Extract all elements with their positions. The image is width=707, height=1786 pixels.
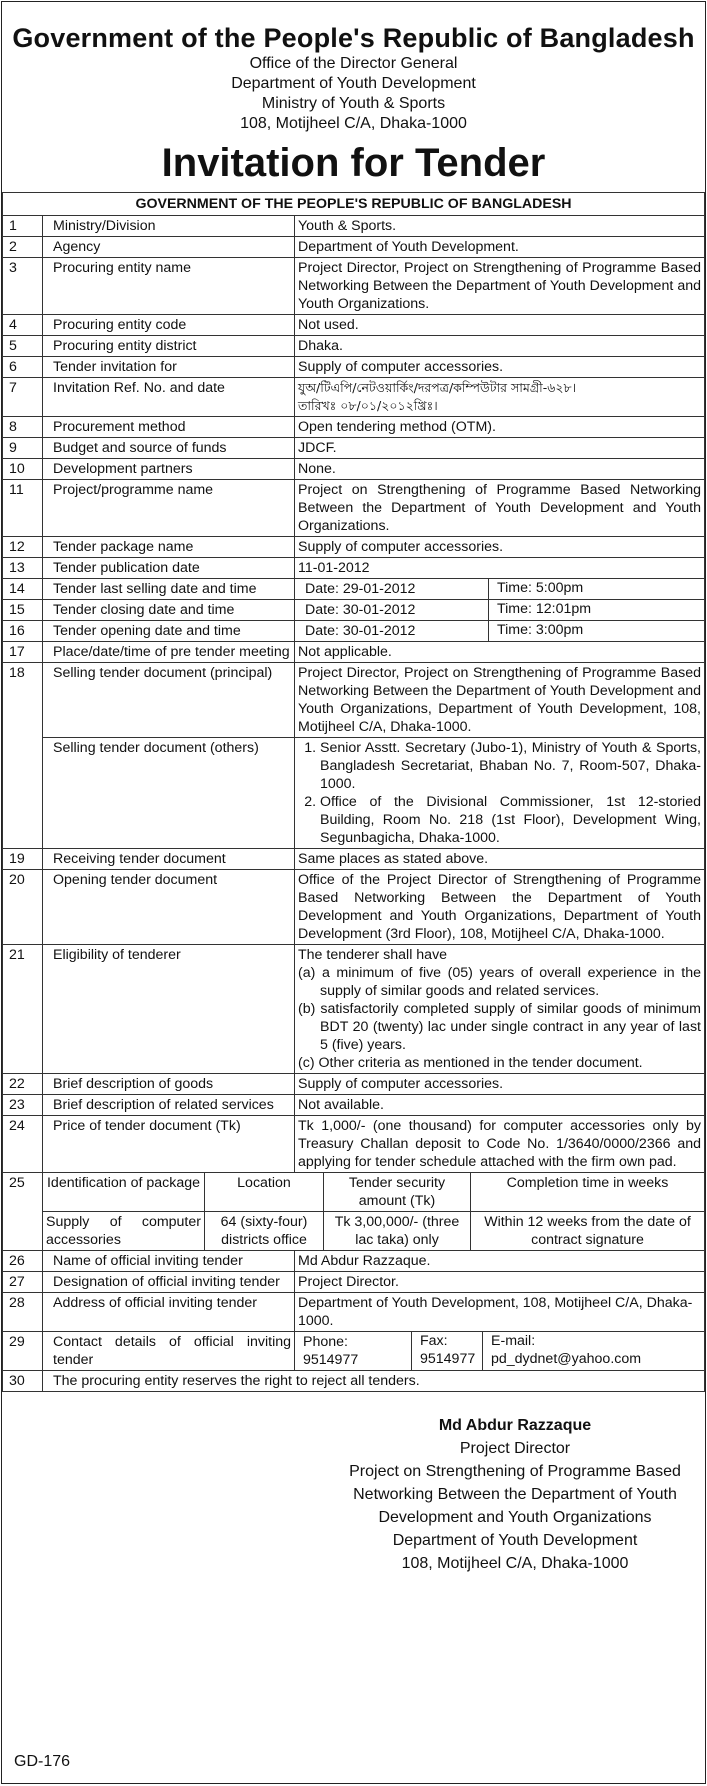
row-value: The procuring entity reserves the right to reject all tenders. [43,1371,705,1392]
table-row [3,1332,705,1371]
table-row [3,237,705,258]
row-value: Department of Youth Development, 108, Motijheel C/A, Dhaka-1000. [295,1293,705,1332]
row-label: Agency [43,237,295,258]
time-cell: Time: 5:00pm [489,579,705,599]
phone-cell [295,1332,412,1370]
list-item: 1. Senior Asstt. Secretary (Jubo-1), Ministry of Youth & Sports, Bangladesh Secretariat, Bhaban No. 7, Room-507, Dhaka-1000. [320,739,701,793]
row-label: Tender invitation for [43,357,295,378]
table-row [3,558,705,579]
row-value: Not used. [295,315,705,336]
row-value: Not available. [295,1095,705,1116]
email-label: E-mail: [491,1333,536,1349]
row-number: 14 [3,579,43,600]
package-value: Within 12 weeks from the date of contract signature [484,1214,691,1248]
package-value: Supply of computer accessories [43,1212,205,1251]
row-label: Eligibility of tenderer [43,945,295,1074]
list-item: (a) a minimum of five (05) years of overall experience in the supply of similar goods and related services. [298,965,701,999]
row-number: 16 [3,621,43,642]
date-cell: Date: 30-01-2012 [305,602,416,618]
row-number: 5 [3,336,43,357]
row-value [295,579,705,600]
row-value: Tk 1,000/- (one thousand) for computer accessories only by Treasury Challan deposit to Code No. 1/3640/0000/2366 and applying for tender schedule attached with the firm own pad. [295,1116,705,1173]
table-row [3,1095,705,1116]
table-row [3,537,705,558]
table-row [3,1251,705,1272]
row-label: Procurement method [43,417,295,438]
row-value: Project Director, Project on Strengthening of Programme Based Networking Between the Department of Youth Development and Youth Organizations, Department of Youth Development, 108, Motijheel C/A, Dhaka-1000. [295,663,705,738]
table-row [3,438,705,459]
table-row [3,600,705,621]
government-heading: Government of the People's Republic of Bangladesh [12,23,695,53]
row-number: 13 [3,558,43,579]
tender-table [2,192,705,1392]
row-label: Tender opening date and time [43,621,295,642]
row-label: Invitation Ref. No. and date [43,378,295,417]
email-cell [483,1332,705,1370]
row-label: Opening tender document [43,870,295,945]
time-cell: Time: 3:00pm [489,621,705,641]
signature-block [325,1414,705,1575]
row-label: Procuring entity district [43,336,295,357]
date-cell: Date: 29-01-2012 [305,581,416,597]
table-caption: GOVERNMENT OF THE PEOPLE'S REPUBLIC OF BANGLADESH [3,193,705,216]
table-row [3,1116,705,1173]
email-value: pd_dydnet@yahoo.com [491,1351,642,1367]
table-row [3,417,705,438]
package-row [3,1173,705,1251]
table-row [3,870,705,945]
row-number: 20 [3,870,43,945]
row-number: 2 [3,237,43,258]
row-number: 8 [3,417,43,438]
signature-line: Development and Youth Organizations [378,1509,652,1526]
table-row [3,738,705,849]
row-value: Project on Strengthening of Programme Based Networking Between the Department of Youth Development and Youth Organizations. [295,480,705,537]
table-row [3,642,705,663]
table-row [3,357,705,378]
table-row [3,621,705,642]
package-value: Tk 3,00,000/- (three lac taka) only [324,1212,471,1251]
row-value: Supply of computer accessories. [295,357,705,378]
table-row [3,849,705,870]
row-value: None. [295,459,705,480]
row-label: Place/date/time of pre tender meeting [43,642,295,663]
eligibility-intro: The tenderer shall have [298,947,448,963]
row-number: 26 [3,1251,43,1272]
row-number: 9 [3,438,43,459]
row-label: Budget and source of funds [43,438,295,459]
row-value: Department of Youth Development. [295,237,705,258]
date-cell: Date: 30-01-2012 [305,623,416,639]
row-number: 25 [3,1173,43,1251]
row-number: 29 [3,1332,43,1371]
row-number: 30 [3,1371,43,1392]
row-value [295,378,705,417]
table-row [3,1293,705,1332]
row-value [295,600,705,621]
department-line: Department of Youth Development [231,75,476,92]
row-number: 1 [3,216,43,237]
row-label: Selling tender document (others) [43,738,295,849]
package-header: Location [205,1173,324,1212]
package-table [43,1173,704,1250]
tender-notice [1,1,706,1784]
package-header: Tender security amount (Tk) [324,1173,471,1212]
ministry-line: Ministry of Youth & Sports [261,95,446,112]
row-value: Supply of computer accessories. [295,1074,705,1095]
table-row [3,945,705,1074]
row-label: Procuring entity code [43,315,295,336]
row-value: Youth & Sports. [295,216,705,237]
row-number: 18 [3,663,43,849]
row-number: 10 [3,459,43,480]
table-row [3,216,705,237]
page-title: Invitation for Tender [161,141,546,185]
time-cell: Time: 12:01pm [489,600,705,620]
row-number: 24 [3,1116,43,1173]
row-number: 11 [3,480,43,537]
row-value [295,621,705,642]
row-label: Price of tender document (Tk) [43,1116,295,1173]
reference-number: যুঅ/টিএপি/নেটওয়ার্কিং/দরপত্র/কম্পিউটার সামগ্রী-৬২৮। [298,380,577,395]
row-number: 4 [3,315,43,336]
row-label: Tender publication date [43,558,295,579]
fax-value: 9514977 [420,1351,476,1367]
row-value [295,1332,705,1371]
signature-line: Project Director [459,1440,571,1457]
row-value: JDCF. [295,438,705,459]
row-label: Selling tender document (principal) [43,663,295,738]
table-row [3,663,705,738]
phone-value: 9514977 [303,1352,359,1368]
row-number: 27 [3,1272,43,1293]
row-number: 19 [3,849,43,870]
table-row [3,378,705,417]
row-label: Brief description of goods [43,1074,295,1095]
row-number: 17 [3,642,43,663]
row-label: Tender package name [43,537,295,558]
list-item: 2. Office of the Divisional Commissioner, 1st 12-storied Building, Room No. 218 (1st Floor), Development Wing, Segunbagicha, Dhaka-1000. [320,793,701,847]
row-value: Project Director. [295,1272,705,1293]
table-row [3,480,705,537]
row-label: Contact details of official inviting tender [43,1332,295,1371]
footer-code: GD-176 [14,1753,71,1770]
row-number: 12 [3,537,43,558]
row-label: Tender closing date and time [43,600,295,621]
row-value: Not applicable. [295,642,705,663]
package-cell [43,1173,705,1251]
row-number: 6 [3,357,43,378]
row-value: Office of the Project Director of Strengthening of Programme Based Networking Between the Department of Youth Development and Youth Organizations, Department of Youth Development (3rd Floor), 108, Motijheel C/A, Dhaka-1000. [295,870,705,945]
row-value [295,738,705,849]
office-line: Office of the Director General [249,55,458,72]
row-label: Address of official inviting tender [43,1293,295,1332]
address-line: 108, Motijheel C/A, Dhaka-1000 [240,115,467,132]
table-row [3,258,705,315]
row-number: 7 [3,378,43,417]
signature-line: Department of Youth Development [392,1532,638,1549]
package-header: Identification of package [43,1173,205,1212]
reference-date: তারিখঃ ০৮/০১/২০১২খ্রিঃ। [298,398,438,413]
table-row [3,459,705,480]
row-label: Receiving tender document [43,849,295,870]
row-value: Dhaka. [295,336,705,357]
phone-label: Phone: [303,1334,348,1350]
row-number: 28 [3,1293,43,1332]
row-label: Name of official inviting tender [43,1251,295,1272]
row-number: 21 [3,945,43,1074]
row-label: Brief description of related services [43,1095,295,1116]
row-value [295,945,705,1074]
notice-header [2,22,705,188]
signature-line: Networking Between the Department of Youth [353,1486,677,1503]
row-label: Development partners [43,459,295,480]
fax-cell [412,1332,483,1370]
row-value: Open tendering method (OTM). [295,417,705,438]
row-value: 11-01-2012 [295,558,705,579]
table-row [3,1074,705,1095]
row-number: 22 [3,1074,43,1095]
signatory-name: Md Abdur Razzaque [438,1417,592,1434]
row-label: Tender last selling date and time [43,579,295,600]
row-number: 3 [3,258,43,315]
row-label: Designation of official inviting tender [43,1272,295,1293]
table-row [3,1371,705,1392]
row-label: Project/programme name [43,480,295,537]
table-row [3,1272,705,1293]
row-label: Ministry/Division [43,216,295,237]
row-value: Md Abdur Razzaque. [295,1251,705,1272]
signature-line: Project on Strengthening of Programme Based [349,1463,681,1480]
list-item: (b) satisfactorily completed supply of similar goods of minimum BDT 20 (twenty) lac under single contract in any year of last 5 (five) years. [298,1001,701,1053]
package-value: 64 (sixty-four) districts office [205,1212,324,1251]
row-value: Project Director, Project on Strengthening of Programme Based Networking Between the Department of Youth Development and Youth Organizations. [295,258,705,315]
list-item: (c) Other criteria as mentioned in the tender document. [298,1055,643,1071]
row-number: 23 [3,1095,43,1116]
table-row [3,336,705,357]
fax-label: Fax: [420,1333,448,1349]
row-value: Supply of computer accessories. [295,537,705,558]
package-header: Completion time in weeks [471,1173,705,1212]
table-row [3,315,705,336]
row-label: Procuring entity name [43,258,295,315]
signature-line: 108, Motijheel C/A, Dhaka-1000 [401,1555,629,1572]
table-row [3,579,705,600]
row-value: Same places as stated above. [295,849,705,870]
row-number: 15 [3,600,43,621]
